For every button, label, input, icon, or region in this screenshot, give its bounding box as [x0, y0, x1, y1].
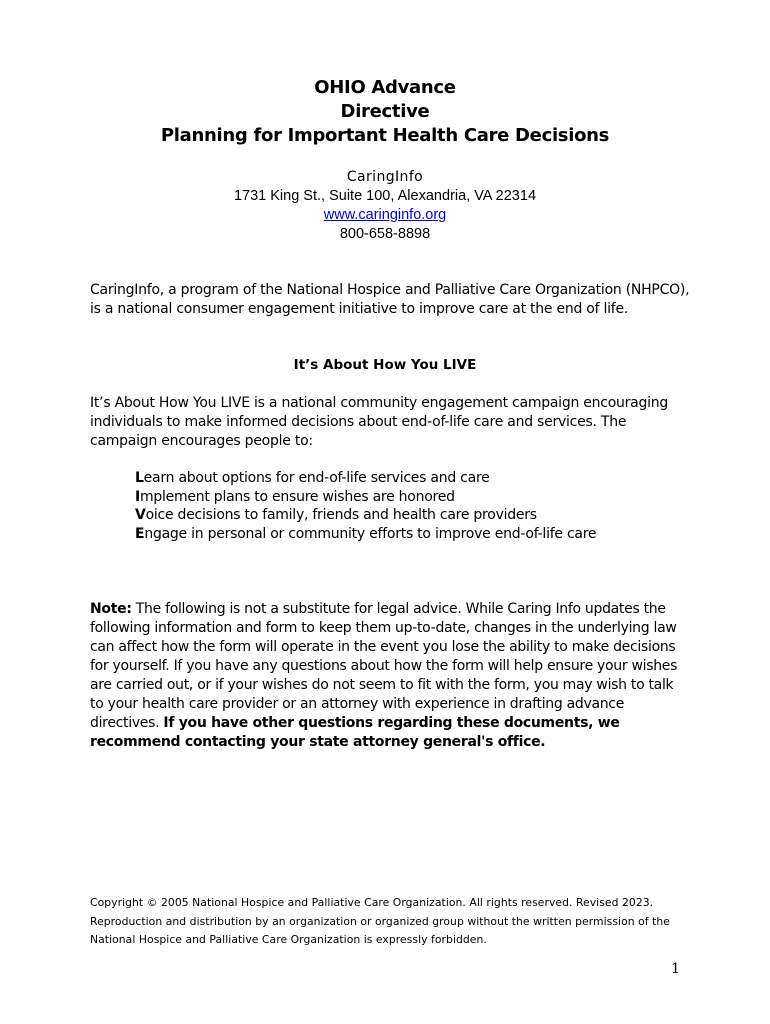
- list-item: [135, 506, 655, 525]
- organization-address: 1731 King St., Suite 100, Alexandria, VA 22314: [233, 188, 537, 204]
- note-emphasis: If you have other questions regarding these documents, we recommend contacting your state attorney general's office.: [90, 715, 620, 750]
- organization-name: CaringInfo: [346, 169, 424, 185]
- copyright-notice: Copyright © 2005 National Hospice and Palliative Care Organization. All rights reserved. Revised 2023. Reproduction and distribution by an organization or organized group without the written permission of the National Hospice and Palliative Care Organization is expressly forbidden.: [90, 896, 670, 946]
- document-title: [0, 76, 770, 148]
- list-item-letter: L: [135, 470, 144, 486]
- title-line-2: Directive: [340, 101, 430, 122]
- title-line-1: OHIO Advance: [314, 77, 456, 98]
- page-number: 1: [671, 961, 680, 977]
- list-item-text: earn about options for end-of-life services and care: [143, 470, 490, 486]
- list-item: [135, 469, 655, 488]
- section-heading: It’s About How You LIVE: [293, 357, 477, 373]
- live-list: [135, 469, 655, 544]
- intro-paragraph: CaringInfo, a program of the National Hospice and Palliative Care Organization (NHPCO), is a national consumer engagement initiative to improve care at the end of life.: [90, 282, 690, 317]
- note-paragraph: [90, 600, 690, 752]
- note-label: Note:: [90, 601, 132, 617]
- list-item: [135, 488, 655, 507]
- title-line-3: Planning for Important Health Care Decisions: [160, 125, 610, 146]
- organization-info: [0, 168, 770, 244]
- organization-phone: 800-658-8898: [339, 226, 431, 242]
- list-item-letter: E: [135, 526, 145, 543]
- list-item-text: ngage in personal or community efforts to improve end-of-life care: [144, 526, 597, 543]
- list-item-letter: V: [135, 507, 146, 524]
- note-body: The following is not a substitute for legal advice. While Caring Info updates the following information and form to keep them up-to-date, changes in the underlying law can affect how the form will operate in the event you lose the ability to make decisions for yourself. If you have any questions about how the form will help ensure your wishes are carried out, or if your wishes do not seem to fit with the form, you may wish to talk to your health care provider or an attorney with experience in drafting advance directives.: [90, 601, 678, 731]
- website-link[interactable]: www.caringinfo.org: [323, 207, 447, 223]
- list-item-text: mplement plans to ensure wishes are honored: [139, 488, 455, 505]
- list-item-text: oice decisions to family, friends and health care providers: [145, 507, 537, 524]
- list-item: [135, 525, 655, 544]
- list-item-letter: I: [135, 488, 140, 505]
- live-description: It’s About How You LIVE is a national community engagement campaign encouraging individuals to make informed decisions about end-of-life care and services. The campaign encourages people to:: [90, 395, 669, 449]
